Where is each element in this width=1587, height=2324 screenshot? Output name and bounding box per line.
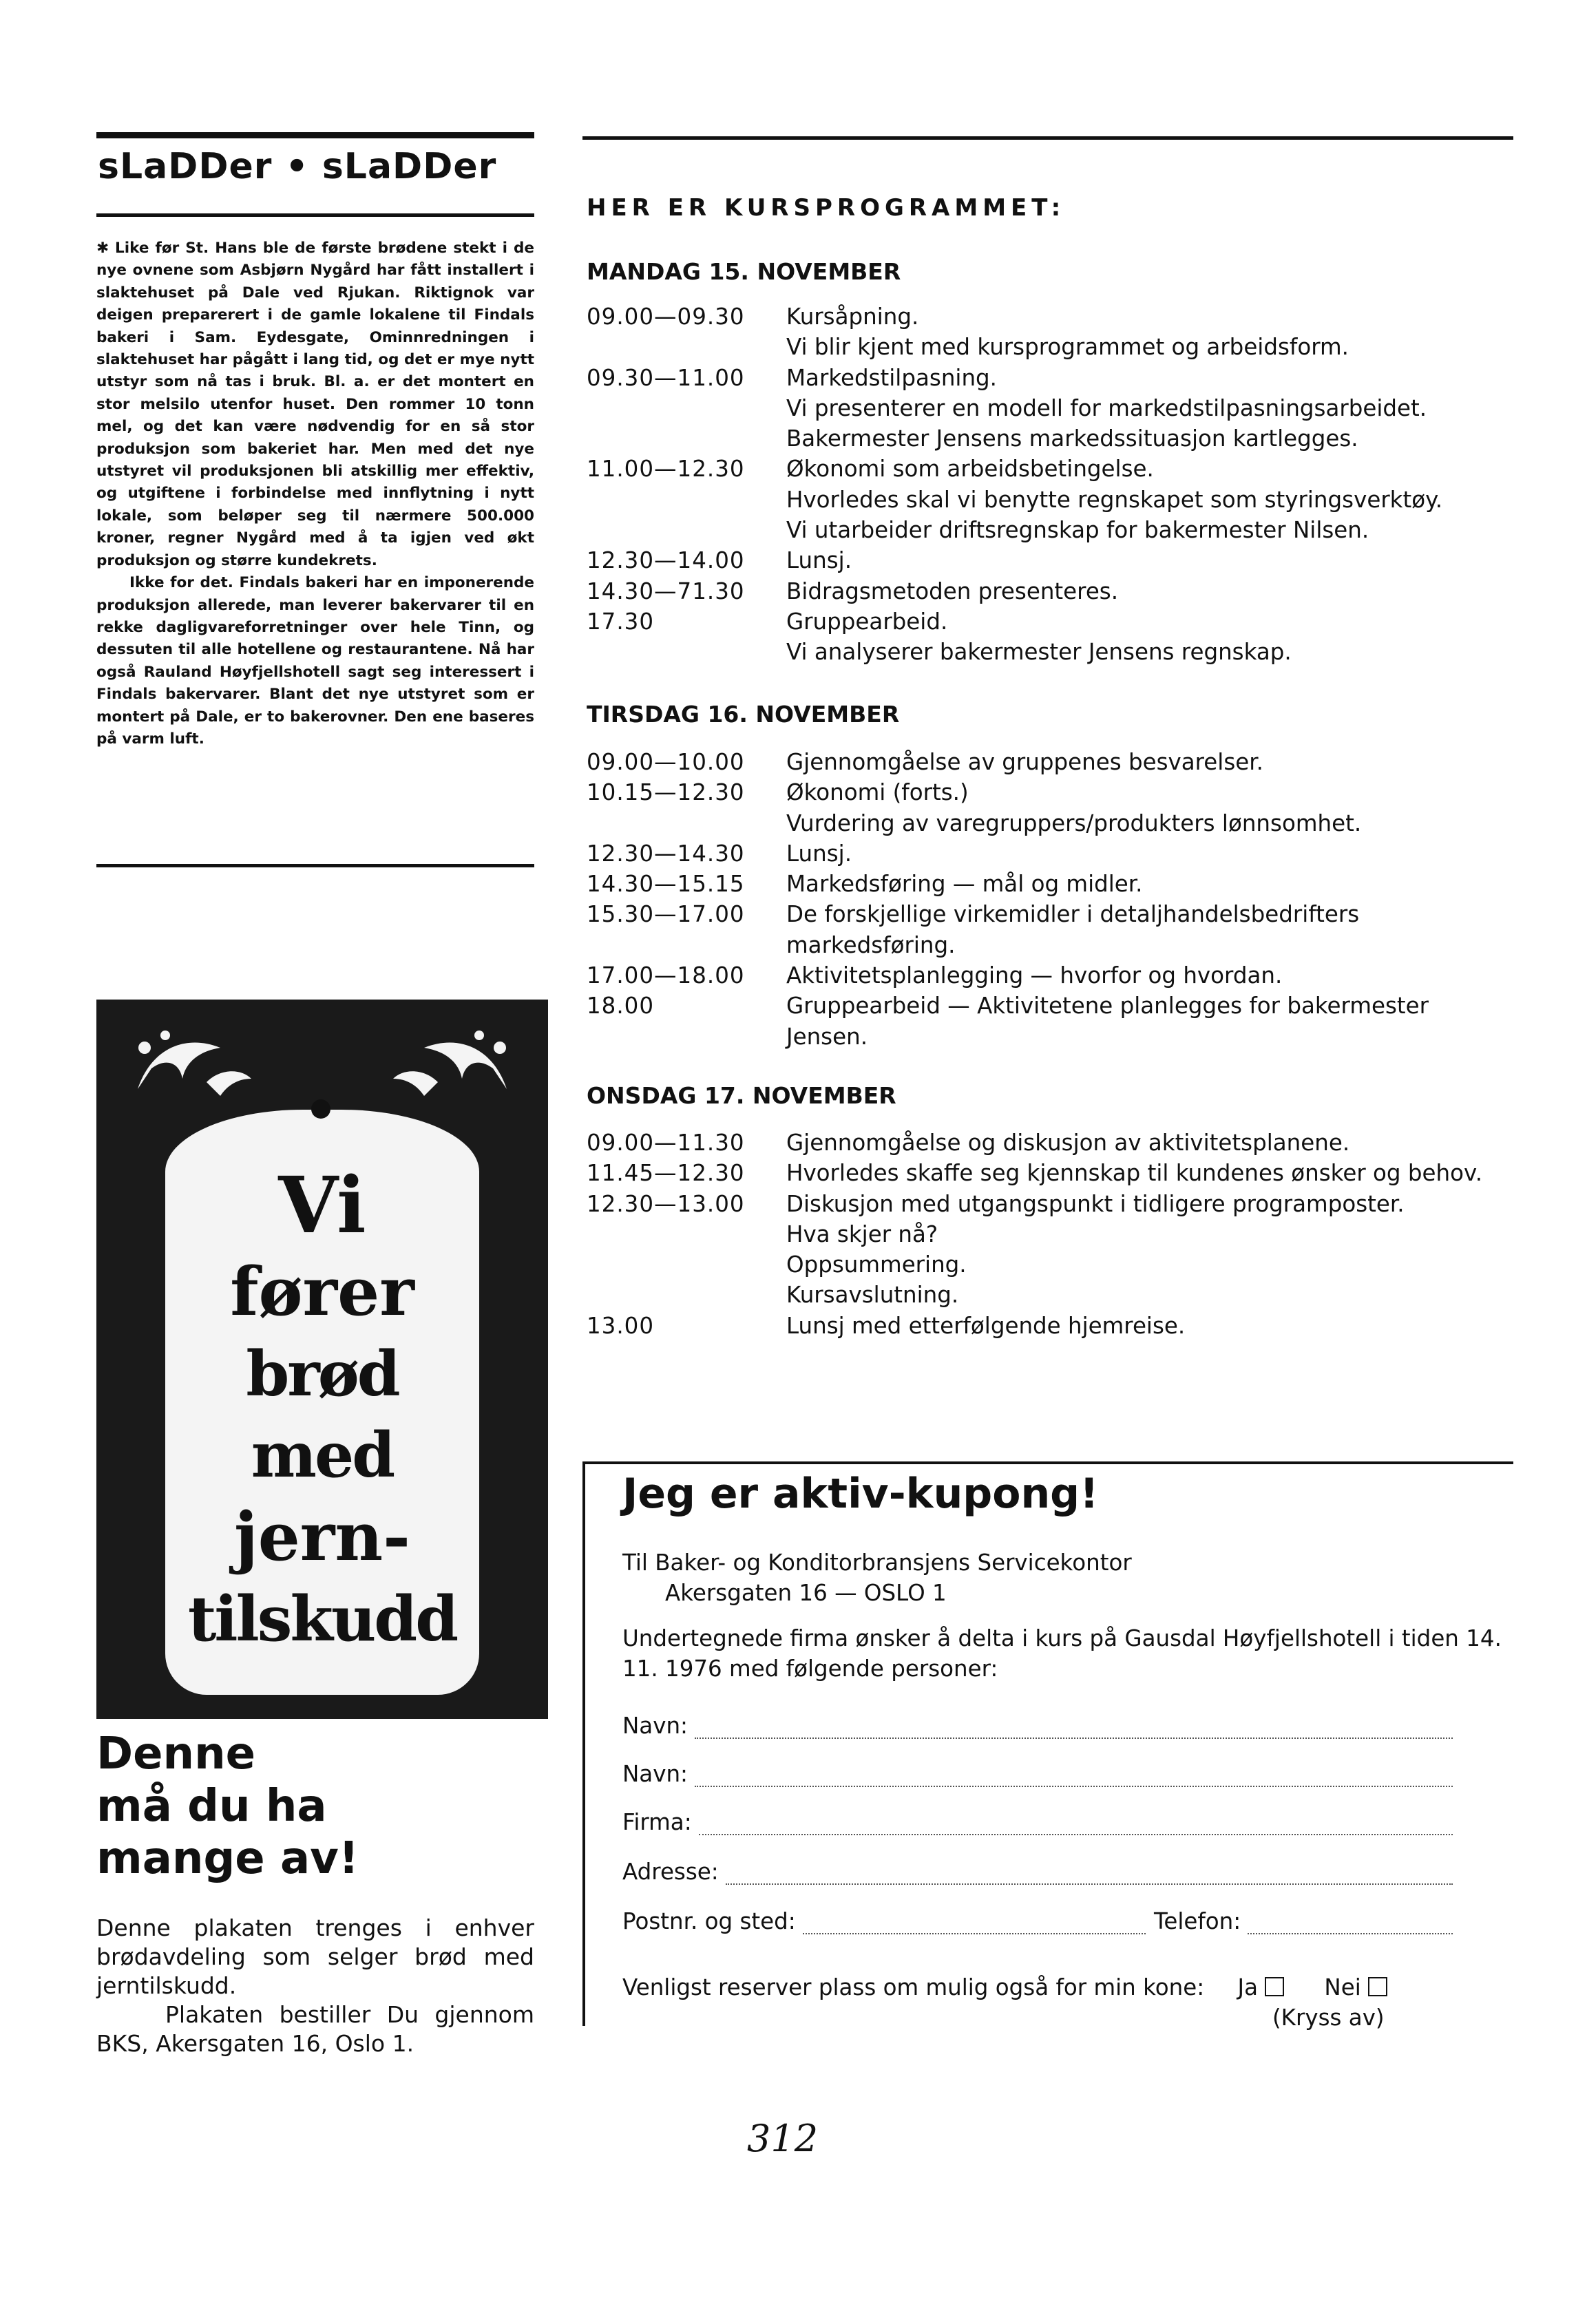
coupon-left-rule (582, 1461, 585, 2026)
day-title-wednesday: ONSDAG 17. NOVEMBER (587, 1082, 896, 1109)
phone-label: Telefon: (1154, 1908, 1241, 1934)
coupon-top-rule (582, 1461, 1513, 1464)
yes-checkbox[interactable] (1265, 1977, 1284, 1996)
schedule-time: 13.00 (587, 1312, 655, 1339)
coupon-recipient (622, 1547, 1132, 1608)
sladder-mid-rule (96, 213, 534, 217)
name-field-1[interactable] (622, 1713, 1453, 1739)
schedule-row (587, 747, 1509, 777)
schedule-line: Kursavslutning. (786, 1282, 959, 1309)
schedule-time: 11.00—12.30 (587, 456, 745, 483)
poster-headline-line: Vi (278, 1161, 366, 1251)
address-label: Adresse: (622, 1859, 719, 1885)
phone-field[interactable] (1154, 1908, 1453, 1934)
board-hole (311, 1099, 330, 1119)
schedule-time: 12.30—14.30 (587, 840, 745, 867)
left-ornament-icon (124, 1020, 262, 1103)
poster-caption-line: mange av! (96, 1833, 359, 1884)
poster-headline-line: fører (230, 1253, 414, 1331)
schedule-time: 18.00 (587, 993, 655, 1020)
schedule-line: Bidragsmetoden presenteres. (786, 578, 1119, 604)
no-checkbox[interactable] (1368, 1977, 1387, 1996)
schedule-time: 09.30—11.00 (587, 364, 745, 391)
schedule-time: 10.15—12.30 (587, 779, 745, 806)
schedule-line: Lunsj med etterfølgende hjemreise. (786, 1312, 1186, 1339)
schedule-line: Oppsummering. (786, 1251, 967, 1278)
address-input-line[interactable] (726, 1864, 1453, 1885)
poster-headline-line: brød med (246, 1338, 399, 1492)
sladder-paragraph-2: Ikke for det. Findals bakeri har en imponerende produksjon allerede, man leverer bakervarer til en rekke dagligvareforretninger over hele Tinn, og dessuten til alle hotellene og restaurantene. Nå har også Rauland Høyfjellshotell sagt seg interessert i Findals bakervarer. Blant det nye utstyret som er montert på Dale, er to bakerovner. Den ene baseres på varm luft. (96, 574, 534, 748)
schedule-row (587, 869, 1509, 899)
schedule-row (587, 454, 1509, 545)
spouse-reservation (622, 1974, 1387, 2000)
postal-field[interactable] (622, 1908, 1146, 1934)
schedule-row (587, 1158, 1509, 1188)
poster-body-paragraph: Plakaten bestiller Du gjennom BKS, Akersgaten 16, Oslo 1. (96, 2001, 534, 2057)
schedule-row (587, 1189, 1509, 1311)
tick-instruction: (Kryss av) (1272, 2005, 1385, 2031)
sladder-bottom-rule (96, 864, 534, 867)
schedule-time: 12.30—13.00 (587, 1190, 745, 1217)
name-input-line[interactable] (695, 1718, 1453, 1739)
schedule-row (587, 991, 1509, 1052)
name-field-2[interactable] (622, 1761, 1453, 1787)
schedule-row (587, 838, 1509, 869)
schedule-line: Økonomi som arbeidsbetingelse. (786, 456, 1154, 483)
sladder-title: sLaDDer • sLaDDer (98, 146, 497, 187)
schedule-line: Lunsj. (786, 547, 852, 574)
coupon-title: Jeg er aktiv-kupong! (622, 1470, 1099, 1518)
schedule-line: Lunsj. (786, 840, 852, 867)
schedule-time: 14.30—15.15 (587, 871, 745, 898)
page-number: 312 (747, 2117, 819, 2160)
poster-body-paragraph: Denne plakaten trenges i enhver brødavdeling som selger brød med jerntilskudd. (96, 1914, 534, 1999)
schedule-tuesday (587, 747, 1509, 1052)
poster-headline-line: tilskudd (187, 1583, 457, 1656)
right-ornament-icon (383, 1020, 521, 1103)
poster-body (96, 1914, 534, 2058)
coupon-recipient-line: Til Baker- og Konditorbransjens Servicekontor (622, 1550, 1132, 1576)
schedule-line: Gruppearbeid. (786, 608, 948, 635)
schedule-time: 12.30—14.00 (587, 547, 745, 574)
schedule-row (587, 576, 1509, 606)
schedule-time: 17.00—18.00 (587, 962, 745, 989)
schedule-row (587, 363, 1509, 454)
schedule-row (587, 606, 1509, 668)
schedule-time: 09.00—09.30 (587, 304, 745, 330)
poster-image (96, 1000, 548, 1719)
schedule-time: 15.30—17.00 (587, 901, 745, 928)
schedule-time: 09.00—11.30 (587, 1130, 745, 1156)
schedule-line: Vurdering av varegruppers/produkters lønnsomhet. (786, 810, 1362, 836)
day-title-monday: MANDAG 15. NOVEMBER (587, 258, 901, 285)
name-input-line[interactable] (695, 1766, 1453, 1787)
schedule-time: 17.30 (587, 608, 655, 635)
schedule-line: Markedstilpasning. (786, 364, 998, 391)
coupon-recipient-line: Akersgaten 16 — OSLO 1 (665, 1580, 947, 1606)
sladder-top-rule (96, 132, 534, 138)
schedule-row (587, 1128, 1509, 1158)
name-label: Navn: (622, 1761, 689, 1787)
poster-headline (165, 1161, 479, 1660)
schedule-line: Gjennomgåelse av gruppenes besvarelser. (786, 749, 1263, 775)
phone-input-line[interactable] (1248, 1914, 1453, 1934)
sladder-paragraph-1: ✱ Like før St. Hans ble de første brødene stekt i de nye ovnene som Asbjørn Nygård har fått installert i slaktehuset på Dale ved Rjukan. Riktignok var deigen preparerert i de gamle lokalene til Findals bakeri i Sam. Eydesgate, Ominnredningen i slaktehuset har pågått i lang tid, og det er mye nytt utstyr som nå tas i bruk. Bl. a. er det montert en stor melsilo utenfor huset. Den rommer 10 tonn mel, og det kan være nødvendig for en så stor produksjon som bakeriet har. Men med det nye utstyret vil produksjonen bli atskillig mer effektiv, og utgiftene i forbindelse med innflytning i nytt lokale, som beløper seg til nærmere 500.000 kroner, regner Nygård med å ta igjen ved økt produksjon og større kundekrets. (96, 240, 534, 569)
programme-top-rule (582, 136, 1513, 140)
firm-field[interactable] (622, 1809, 1453, 1835)
sladder-article (96, 237, 534, 750)
schedule-line: Kursåpning. (786, 304, 919, 330)
schedule-line: Vi presenterer en modell for markedstilpasningsarbeidet. (786, 394, 1427, 421)
schedule-line: Hvorledes skaffe seg kjennskap til kundenes ønsker og behov. (786, 1160, 1483, 1187)
poster-caption-line: Denne (96, 1729, 256, 1779)
schedule-line: Gruppearbeid — Aktivitetene planlegges for bakermester Jensen. (786, 993, 1429, 1050)
reserve-text: Venligst reserver plass om mulig også for min kone: (622, 1974, 1205, 2000)
postal-input-line[interactable] (803, 1914, 1146, 1934)
poster-caption-line: må du ha (96, 1781, 327, 1832)
postal-label: Postnr. og sted: (622, 1908, 796, 1934)
schedule-line: Gjennomgåelse og diskusjon av aktivitetsplanene. (786, 1130, 1350, 1156)
schedule-line: De forskjellige virkemidler i detaljhandelsbedrifters markedsføring. (786, 901, 1360, 958)
schedule-line: Diskusjon med utgangspunkt i tidligere programposter. (786, 1190, 1405, 1217)
schedule-line: Vi blir kjent med kursprogrammet og arbeidsform. (786, 334, 1349, 361)
no-label: Nei (1324, 1974, 1361, 2000)
programme-heading: HER ER KURSPROGRAMMET: (587, 194, 1066, 222)
poster-headline-line: jern- (233, 1498, 411, 1576)
schedule-row (587, 960, 1509, 991)
schedule-row (587, 545, 1509, 575)
schedule-time: 14.30—71.30 (587, 578, 745, 604)
schedule-wednesday (587, 1128, 1509, 1341)
schedule-line: Økonomi (forts.) (786, 779, 969, 806)
name-label: Navn: (622, 1713, 689, 1739)
schedule-time: 11.45—12.30 (587, 1160, 745, 1187)
day-title-tuesday: TIRSDAG 16. NOVEMBER (587, 701, 900, 728)
schedule-row (587, 777, 1509, 838)
schedule-line: Hvorledes skal vi benytte regnskapet som styringsverktøy. (786, 486, 1443, 513)
schedule-line: Vi analyserer bakermester Jensens regnskap. (786, 639, 1292, 666)
poster-caption (96, 1728, 548, 1885)
schedule-row (587, 302, 1509, 363)
address-field[interactable] (622, 1859, 1453, 1885)
schedule-line: Markedsføring — mål og midler. (786, 871, 1143, 898)
schedule-line: Bakermester Jensens markedssituasjon kartlegges. (786, 425, 1358, 452)
firm-label: Firma: (622, 1809, 692, 1835)
schedule-monday (587, 302, 1509, 668)
firm-input-line[interactable] (699, 1815, 1453, 1835)
schedule-line: Vi utarbeider driftsregnskap for bakermester Nilsen. (786, 517, 1369, 544)
schedule-line: Aktivitetsplanlegging — hvorfor og hvordan. (786, 962, 1283, 989)
yes-label: Ja (1237, 1974, 1259, 2000)
schedule-row (587, 899, 1509, 960)
schedule-row (587, 1311, 1509, 1341)
schedule-line: Hva skjer nå? (786, 1221, 938, 1247)
coupon-intro: Undertegnede firma ønsker å delta i kurs på Gausdal Høyfjellshotell i tiden 14. 11. 1976 med følgende personer: (622, 1625, 1502, 1682)
schedule-time: 09.00—10.00 (587, 749, 745, 775)
